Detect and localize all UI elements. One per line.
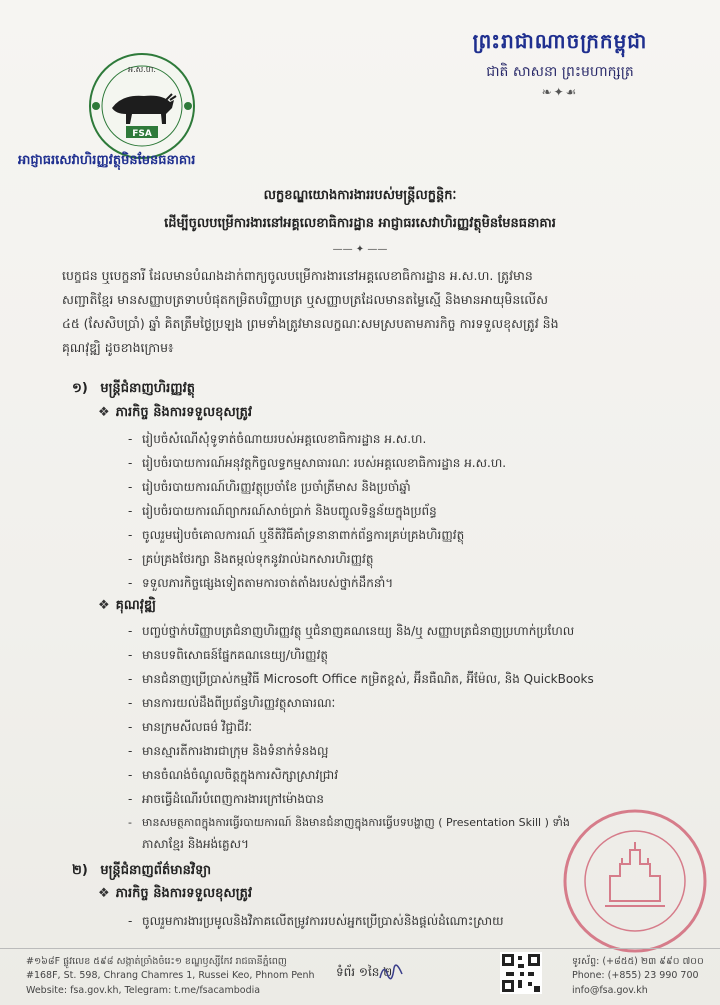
list-item-text: រៀបចំសំណើសុំទូទាត់ចំណាយរបស់អគ្គលេខាធិការដ្ឋាន អ.ស.ហ. <box>142 432 427 446</box>
list-item-text: មានចំណង់ចំណូលចិត្តក្នុងការសិក្សាស្រាវជ្រាវ <box>142 768 338 782</box>
document-subtitle: ដើម្បីចូលបម្រើការងារនៅអគ្គលេខាធិការដ្ឋាន អាជ្ញាធរសេវាហិរញ្ញវត្ថុមិនមែនធនាគារ <box>164 216 556 231</box>
list-item: - ចូលរួមការងារប្រមូលនិងវិភាគលើតម្រូវការរបស់អ្នកប្រើប្រាស់និងផ្តល់ដំណោះស្រាយ <box>128 914 504 928</box>
list-item: - គ្រប់គ្រងថែរក្សា និងតម្កល់ទុកនូវរាល់ឯកសារហិរញ្ញវត្ថុ <box>128 552 374 566</box>
intro-paragraph <box>62 264 672 360</box>
list-item: - មានបទពិសោធន៍ផ្នែកគណនេយ្យ/ហិរញ្ញវត្ថុ <box>128 648 329 662</box>
title-divider: —— ✦ —— <box>332 244 388 255</box>
list-item: - មានការយល់ដឹងពីប្រព័ន្ធហិរញ្ញវត្ថុសាធារណៈ <box>128 696 336 710</box>
list-item-text: មានការយល់ដឹងពីប្រព័ន្ធហិរញ្ញវត្ថុសាធារណៈ <box>142 696 336 710</box>
duties-heading <box>98 885 252 904</box>
section-number: ២) <box>72 863 88 878</box>
duties-title: ភារកិច្ច និងការទទួលខុសត្រូវ <box>115 405 252 420</box>
intro-line: គុណវុឌ្ឍិ ដូចខាងក្រោម៖ <box>62 340 174 355</box>
section-number: ១) <box>72 381 88 396</box>
diamond-bullet-icon: ❖ <box>98 405 110 420</box>
qr-code-icon[interactable] <box>500 952 542 994</box>
list-item-text: ទទួលភារកិច្ចផ្សេងទៀតតាមការចាត់តាំងរបស់ថ្នាក់ដឹកនាំ។ <box>142 576 394 590</box>
list-item-text: រៀបចំរបាយការណ៍អនុវត្តកិច្ចលទ្ធកម្មសាធារណៈ របស់អគ្គលេខាធិការដ្ឋាន អ.ស.ហ. <box>142 456 507 470</box>
kingdom-motto: ជាតិ សាសនា ព្រះមហាក្សត្រ <box>486 64 634 80</box>
section-title: មន្ត្រីជំនាញព័ត៌មានវិទ្យា <box>100 863 212 878</box>
list-item-text: មានក្រមសីលធម៌ វិជ្ជាជីវៈ <box>142 720 253 734</box>
kingdom-title: ព្រះរាជាណាចក្រកម្ពុជា <box>472 29 648 53</box>
ornament-divider: ❧✦☙ <box>541 85 579 99</box>
list-item-text: មានសមត្ថភាពក្នុងការធ្វើរបាយការណ៍ និងមានជំនាញក្នុងការធ្វើបទបង្ហាញ ( Presentation Skill ) ទាំង <box>142 816 570 829</box>
list-item-text: ចូលរួមការងារប្រមូលនិងវិភាគលើតម្រូវការរបស់អ្នកប្រើប្រាស់និងផ្តល់ដំណោះស្រាយ <box>142 914 504 928</box>
footer-phone-km: ទូរស័ព្ទ: (+៨៥៥) ២៣ ៩៩០ ៧០០ <box>572 956 704 967</box>
footer-website[interactable]: Website: fsa.gov.kh, Telegram: t.me/fsacambodia <box>26 985 261 996</box>
list-item: - មានចំណង់ចំណូលចិត្តក្នុងការសិក្សាស្រាវជ្រាវ <box>128 768 338 782</box>
list-item-text: រៀបចំរបាយការណ៍ព្យាករណ៍សាច់ប្រាក់ និងបញ្ចូលទិន្នន័យក្នុងប្រព័ន្ធ <box>142 504 437 518</box>
list-item: - ទទួលភារកិច្ចផ្សេងទៀតតាមការចាត់តាំងរបស់ថ្នាក់ដឹកនាំ។ <box>128 576 394 590</box>
list-item-text: ចូលរួមរៀបចំគោលការណ៍ ឬនីតិវិធីគាំទ្រនានាពាក់ព័ន្ធការគ្រប់គ្រងហិរញ្ញវត្ថុ <box>142 528 465 542</box>
list-item-text: មានស្មារតីការងារជាក្រុម និងទំនាក់ទំនងល្អ <box>142 744 329 758</box>
list-item: - មានក្រមសីលធម៌ វិជ្ជាជីវៈ <box>128 720 253 734</box>
list-item: - រៀបចំសំណើសុំទូទាត់ចំណាយរបស់អគ្គលេខាធិការដ្ឋាន អ.ស.ហ. <box>128 432 427 446</box>
footer-phone: Phone: (+855) 23 990 700 <box>572 970 699 981</box>
page-number: ទំព័រ ១នៃ ២ <box>336 965 393 979</box>
intro-line: ៤៥ (សែសិបប្រាំ) ឆ្នាំ គិតត្រឹមថ្ងៃប្រឡង ព្រមទាំងត្រូវមានលក្ខណៈសមស្របតាមភារកិច្ច ការទទួលខុសត្រូវ និង <box>62 316 559 331</box>
section-2-heading <box>72 862 211 881</box>
intro-line: សញ្ជាតិខ្មែរ មានសញ្ញាបត្រ​ទាបបំផុតកម្រិតបរិញ្ញាបត្រ ឬសញ្ញាបត្រដែលមានតម្លៃស្មើ និងមានអាយុមិនលើស <box>62 292 549 307</box>
footer-address-km: #១៦៨F ផ្លូវលេខ ៥៩៨ សង្កាត់ច្រាំងចំរេះ១ ខណ្ឌឫស្សីកែវ រាជធានីភ្នំពេញ <box>26 956 287 967</box>
fsa-logo <box>82 50 202 162</box>
intro-line: បេក្ខជន ឬបេក្ខនារី ដែលមានបំណងដាក់ពាក្យចូលបម្រើការងារនៅអគ្គលេខាធិការដ្ឋាន អ.ស.ហ. ត្រូវមាន <box>62 268 533 283</box>
list-item: - រៀបចំរបាយការណ៍ហិរញ្ញវត្ថុប្រចាំខែ ប្រចាំត្រីមាស និងប្រចាំឆ្នាំ <box>128 480 411 494</box>
authority-name: អាជ្ញាធរសេវាហិរញ្ញវត្ថុមិនមែនធនាគារ <box>18 153 196 168</box>
list-item-text: គ្រប់គ្រងថែរក្សា និងតម្កល់ទុកនូវរាល់ឯកសារហិរញ្ញវត្ថុ <box>142 552 374 566</box>
document-title: លក្ខខណ្ឌយោងការងាររបស់មន្ត្រីលក្ខន្តិកៈ <box>263 188 457 203</box>
list-item-text: មានជំនាញប្រើប្រាស់កម្មវិធី Microsoft Office កម្រិតខ្ពស់, អ៊ីនធឺណិត, អ៊ីម៉ែល, និង QuickBooks <box>142 672 594 686</box>
footer-email[interactable]: info@fsa.gov.kh <box>572 985 648 996</box>
section-1-heading <box>72 380 195 399</box>
kingdom-heading <box>420 28 700 99</box>
section-title: មន្ត្រីជំនាញហិរញ្ញវត្ថុ <box>100 381 195 396</box>
list-item-text: អាចធ្វើដំណើរបំពេញការងារក្រៅម៉ោងបាន <box>142 792 324 806</box>
list-item: - អាចធ្វើដំណើរបំពេញការងារក្រៅម៉ោងបាន <box>128 792 324 806</box>
list-item: - ចូលរួមរៀបចំគោលការណ៍ ឬនីតិវិធីគាំទ្រនានាពាក់ព័ន្ធការគ្រប់គ្រងហិរញ្ញវត្ថុ <box>128 528 465 542</box>
list-item-text: បញ្ចប់ថ្នាក់បរិញ្ញាបត្រជំនាញហិរញ្ញវត្ថុ ឬជំនាញគណនេយ្យ និង/ឬ សញ្ញាបត្រជំនាញប្រហាក់ប្រហែល <box>142 624 575 638</box>
diamond-bullet-icon: ❖ <box>98 598 110 613</box>
list-item: - បញ្ចប់ថ្នាក់បរិញ្ញាបត្រជំនាញហិរញ្ញវត្ថុ ឬជំនាញគណនេយ្យ និង/ឬ សញ្ញាបត្រជំនាញប្រហាក់ប្រហែល <box>128 624 575 638</box>
qualifications-title: គុណវុឌ្ឍិ <box>115 598 157 613</box>
official-seal <box>560 806 710 956</box>
diamond-bullet-icon: ❖ <box>98 886 110 901</box>
list-item: - មានស្មារតីការងារជាក្រុម និងទំនាក់ទំនងល្អ <box>128 744 329 758</box>
list-item: - មានជំនាញប្រើប្រាស់កម្មវិធី Microsoft Office កម្រិតខ្ពស់, អ៊ីនធឺណិត, អ៊ីម៉ែល, និង QuickBooks <box>128 672 594 686</box>
list-item: - រៀបចំរបាយការណ៍អនុវត្តកិច្ចលទ្ធកម្មសាធារណៈ របស់អគ្គលេខាធិការដ្ឋាន អ.ស.ហ. <box>128 456 507 470</box>
qualifications-heading <box>98 597 156 616</box>
duties-heading <box>98 404 252 423</box>
list-item-text: មានបទពិសោធន៍ផ្នែកគណនេយ្យ/ហិរញ្ញវត្ថុ <box>142 648 329 662</box>
list-item-continuation: ភាសាខ្មែរ និងអង់គ្លេស។ <box>142 837 249 851</box>
list-item: - មានសមត្ថភាពក្នុងការធ្វើរបាយការណ៍ និងមានជំនាញក្នុងការធ្វើបទបង្ហាញ ( Presentation Skill ) ទាំង <box>128 816 570 829</box>
list-item-text: រៀបចំរបាយការណ៍ហិរញ្ញវត្ថុប្រចាំខែ ប្រចាំត្រីមាស និងប្រចាំឆ្នាំ <box>142 480 411 494</box>
initials-signature <box>376 956 406 986</box>
list-item: - រៀបចំរបាយការណ៍ព្យាករណ៍សាច់ប្រាក់ និងបញ្ចូលទិន្នន័យក្នុងប្រព័ន្ធ <box>128 504 437 518</box>
svg-text:FSA: FSA <box>132 129 152 139</box>
footer-address-en: #168F, St. 598, Chrang Chamres 1, Russei Keo, Phnom Penh <box>26 970 315 981</box>
duties-title: ភារកិច្ច និងការទទួលខុសត្រូវ <box>115 886 252 901</box>
svg-text:អ.ស.ហ.: អ.ស.ហ. <box>128 65 156 74</box>
